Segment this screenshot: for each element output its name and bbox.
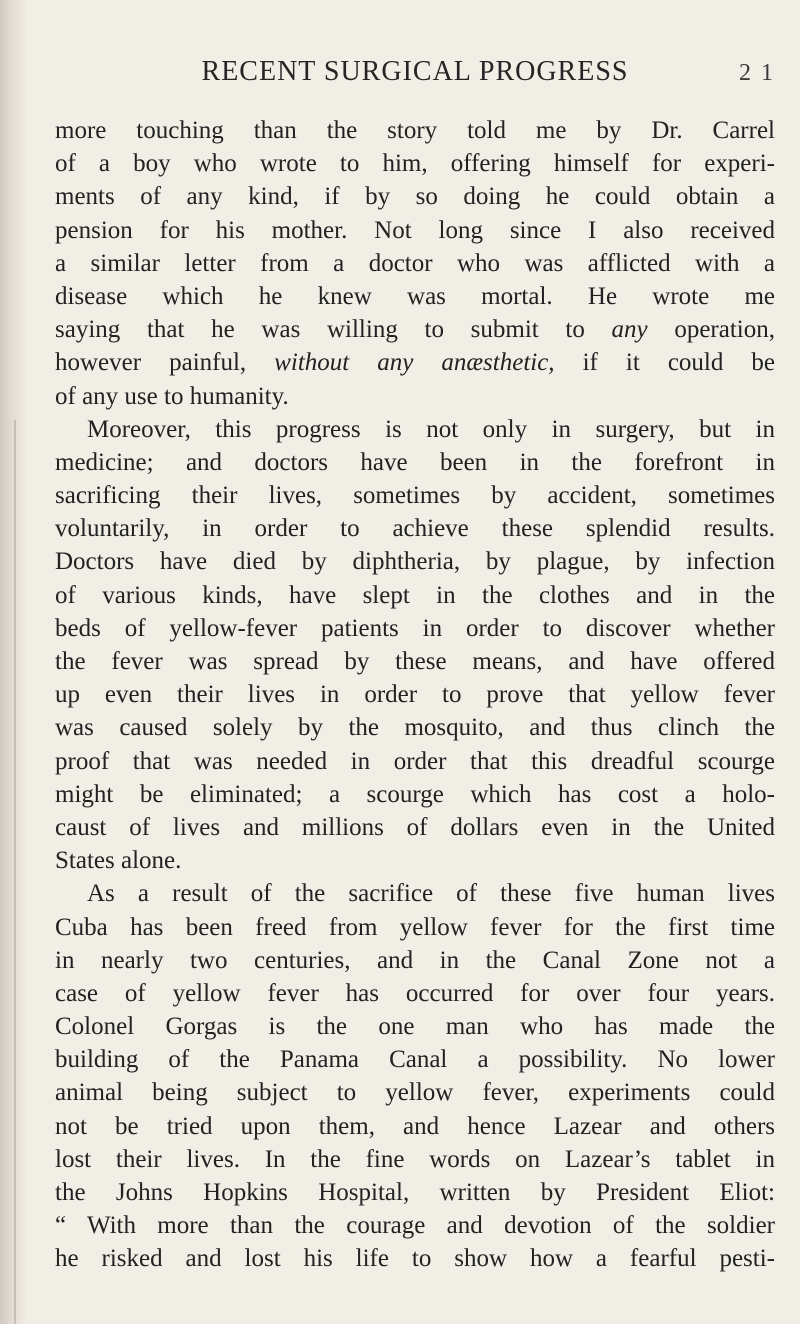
text-line: up even their lives in order to prove that yellow fever <box>55 681 775 709</box>
text-line: in nearly two centuries, and in the Canal Zone not a <box>55 946 775 974</box>
text-line: not be tried upon them, and hence Lazear and others <box>55 1112 775 1140</box>
text-line: proof that was needed in order that this dreadful scourge <box>55 747 775 775</box>
text-line: lost their lives. In the fine words on Lazear’s tablet in <box>55 1145 775 1173</box>
text-line: sacrificing their lives, sometimes by accident, sometimes <box>55 482 775 510</box>
text-line: a similar letter from a doctor who was afflicted with a <box>55 249 775 277</box>
text-line: Colonel Gorgas is the one man who has made the <box>55 1013 775 1041</box>
text-line: Doctors have died by diphtheria, by plague, by infection <box>55 548 775 576</box>
text-line: more touching than the story told me by Dr. Carrel <box>55 117 775 144</box>
text-line: States alone. <box>55 847 182 875</box>
text-line <box>55 346 775 379</box>
text-line: case of yellow fever has occurred for over four years. <box>55 979 775 1007</box>
text-line: of various kinds, have slept in the clothes and in the <box>55 581 775 609</box>
text-line: pension for his mother. Not long since I also received <box>55 216 775 244</box>
text-line: “ With more than the courage and devotion of the soldier <box>55 1212 775 1240</box>
line-text-roman: operation, <box>647 316 775 344</box>
text-line: animal being subject to yellow fever, experiments could <box>55 1079 775 1107</box>
text-line: As a result of the sacrifice of these five human lives <box>87 880 775 908</box>
text-line: Cuba has been freed from yellow fever for the first time <box>55 913 775 941</box>
text-line: caust of lives and millions of dollars even in the United <box>55 813 775 841</box>
text-line: voluntarily, in order to achieve these splendid results. <box>55 515 775 543</box>
book-page <box>55 52 775 1276</box>
text-line <box>55 313 775 346</box>
binding-gutter-line <box>14 420 16 1324</box>
line-text-italic: without any anæsthetic, <box>274 349 555 377</box>
text-line: of a boy who wrote to him, offering himself for experi- <box>55 150 775 178</box>
line-text-italic: any <box>611 316 648 344</box>
line-text-roman: if it could be <box>554 349 775 377</box>
binding-gutter-shadow <box>0 0 26 1324</box>
text-line: building of the Panama Canal a possibility. No lower <box>55 1046 775 1074</box>
text-line: the Johns Hopkins Hospital, written by President Eliot: <box>55 1179 775 1206</box>
text-line: Moreover, this progress is not only in surgery, but in <box>87 415 775 443</box>
text-line: beds of yellow-fever patients in order to discover whether <box>55 614 775 642</box>
text-line: he risked and lost his life to show how a fearful pesti- <box>55 1245 775 1273</box>
running-title: RECENT SURGICAL PROGRESS <box>201 56 629 87</box>
body-text <box>55 114 775 1276</box>
text-line: ments of any kind, if by so doing he could obtain a <box>55 183 775 211</box>
line-text-roman: however painful, <box>55 349 275 377</box>
text-line: might be eliminated; a scourge which has cost a holo- <box>55 780 775 808</box>
text-line: disease which he knew was mortal. He wrote me <box>55 282 775 310</box>
text-line: the fever was spread by these means, and have offered <box>55 648 775 675</box>
line-text-roman: saying that he was willing to submit to <box>55 316 612 344</box>
text-line: was caused solely by the mosquito, and thus clinch the <box>55 714 775 742</box>
text-line: medicine; and doctors have been in the forefront in <box>55 448 775 476</box>
text-line: of any use to humanity. <box>55 382 289 410</box>
running-head <box>55 52 775 92</box>
page-number: 2 1 <box>739 60 775 86</box>
